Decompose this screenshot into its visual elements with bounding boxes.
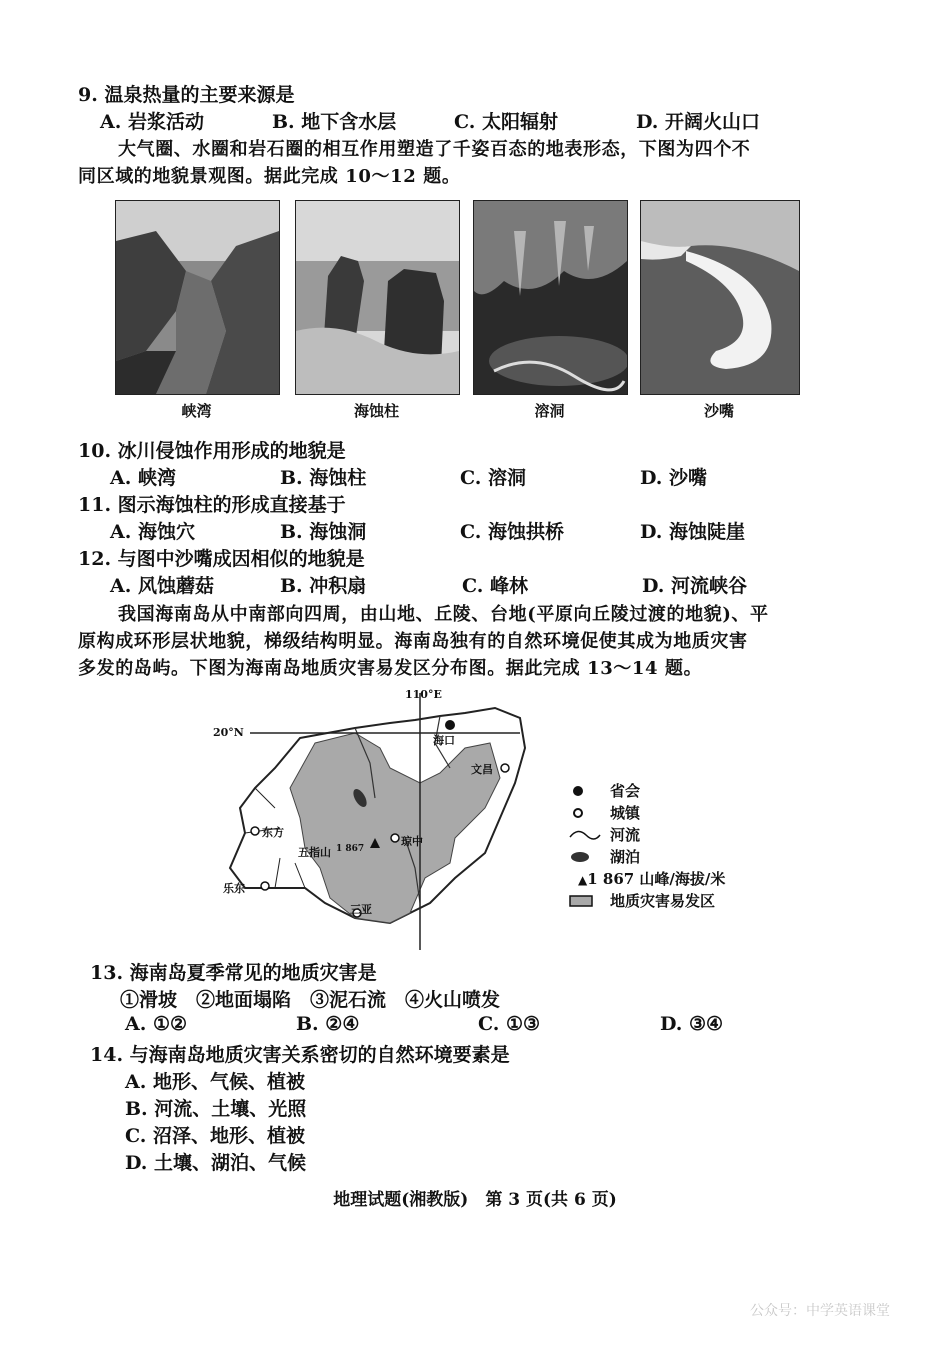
q12-option-a: A. 风蚀蘑菇 [110, 575, 214, 597]
fjord-photo [115, 200, 280, 395]
question-13-stem: 13. 海南岛夏季常见的地质灾害是 [90, 962, 377, 984]
legend-label-river: 河流 [610, 826, 641, 844]
question-9-stem: 9. 温泉热量的主要来源是 [78, 84, 295, 106]
q9-option-b: B. 地下含水层 [272, 111, 397, 133]
legend-label-town: 城镇 [610, 804, 641, 822]
map-label-haikou: 海口 [433, 734, 455, 747]
peak-symbol-icon: ▲ [578, 873, 588, 887]
caption-sandspit: 沙嘴 [703, 402, 734, 420]
caption-sea-stack: 海蚀柱 [353, 402, 399, 420]
map-peak-elevation: 1 867 [336, 844, 365, 854]
map-label-ledong: 乐东 [223, 882, 245, 895]
q9-option-c: C. 太阳辐射 [454, 111, 559, 133]
question-11-stem: 11. 图示海蚀柱的形成直接基于 [78, 494, 346, 516]
legend-label-hazard: 地质灾害易发区 [610, 892, 716, 910]
q9-option-d: D. 开阔火山口 [636, 111, 761, 133]
q11-option-b: B. 海蚀洞 [280, 521, 367, 543]
q13-option-d: D. ③④ [660, 1013, 724, 1035]
q14-option-d: D. 土壤、湖泊、气候 [125, 1152, 307, 1174]
capital-symbol-icon [568, 783, 602, 799]
legend-row-peak [568, 868, 725, 890]
page-footer: 地理试题(湘教版) 第 3 页(共 6 页) [333, 1190, 617, 1210]
legend-row-lake [568, 846, 725, 868]
caption-karst-cave: 溶洞 [534, 402, 565, 420]
q14-option-a: A. 地形、气候、植被 [125, 1071, 305, 1093]
hazard-area-symbol-icon [568, 893, 602, 909]
map-legend [568, 780, 725, 912]
q9-option-a: A. 岩浆活动 [100, 111, 204, 133]
lake-symbol-icon [568, 849, 602, 865]
q11-option-d: D. 海蚀陡崖 [640, 521, 746, 543]
map-label-dongfang: 东方 [262, 826, 284, 839]
legend-row-capital [568, 780, 725, 802]
q10-option-c: C. 溶洞 [460, 467, 527, 489]
intro-13-14-line-1: 我国海南岛从中南部向四周，由山地、丘陵、台地(平原向丘陵过渡的地貌)、平 [118, 604, 769, 625]
q11-option-c: C. 海蚀拱桥 [460, 521, 565, 543]
intro-13-14-line-2: 原构成环形层状地貌，梯级结构明显。海南岛独有的自然环境促使其成为地质灾害 [78, 631, 748, 652]
intro-13-14-line-3: 多发的岛屿。下图为海南岛地质灾害易发区分布图。据此完成 13～14 题。 [78, 658, 703, 679]
q10-option-a: A. 峡湾 [110, 467, 176, 489]
legend-row-hazard [568, 890, 725, 912]
question-12-stem: 12. 与图中沙嘴成因相似的地貌是 [78, 548, 365, 570]
sea-stack-photo [295, 200, 460, 395]
question-13-choices: ①滑坡 ②地面塌陷 ③泥石流 ④火山喷发 [120, 989, 501, 1011]
q12-option-c: C. 峰林 [462, 575, 529, 597]
watermark: 公众号：中学英语课堂 [750, 1303, 890, 1319]
map-longitude-label: 110°E [405, 688, 442, 701]
q12-option-d: D. 河流峡谷 [642, 575, 748, 597]
question-14-stem: 14. 与海南岛地质灾害关系密切的自然环境要素是 [90, 1044, 510, 1066]
q13-option-b: B. ②④ [296, 1013, 360, 1035]
legend-row-river [568, 824, 725, 846]
river-symbol-icon [568, 827, 602, 843]
map-label-sanya: 三亚 [350, 903, 372, 916]
q13-option-a: A. ①② [125, 1013, 188, 1035]
map-label-wenchang: 文昌 [471, 763, 493, 776]
hainan-hazard-map [205, 688, 535, 950]
legend-label-capital: 省会 [610, 782, 641, 800]
legend-row-town [568, 802, 725, 824]
q11-option-a: A. 海蚀穴 [110, 521, 195, 543]
town-symbol-icon [568, 805, 602, 821]
legend-label-peak: 1 867 山峰/海拔/米 [587, 870, 726, 888]
q14-option-c: C. 沼泽、地形、植被 [125, 1125, 306, 1147]
map-latitude-label: 20°N [213, 726, 244, 739]
q13-option-c: C. ①③ [478, 1013, 541, 1035]
caption-fjord: 峡湾 [181, 402, 212, 420]
q14-option-b: B. 河流、土壤、光照 [125, 1098, 307, 1120]
q10-option-b: B. 海蚀柱 [280, 467, 367, 489]
intro-10-12-line-2: 同区域的地貌景观图。据此完成 10～12 题。 [78, 166, 461, 187]
karst-cave-photo [473, 200, 628, 395]
q10-option-d: D. 沙嘴 [640, 467, 708, 489]
intro-10-12-line-1: 大气圈、水圈和岩石圈的相互作用塑造了千姿百态的地表形态，下图为四个不 [118, 139, 751, 160]
question-10-stem: 10. 冰川侵蚀作用形成的地貌是 [78, 440, 346, 462]
legend-label-lake: 湖泊 [610, 848, 641, 866]
q12-option-b: B. 冲积扇 [280, 575, 367, 597]
map-label-wuzhishan: 五指山 [298, 846, 331, 859]
map-label-qiongzhong: 琼中 [401, 835, 423, 848]
sandspit-photo [640, 200, 800, 395]
